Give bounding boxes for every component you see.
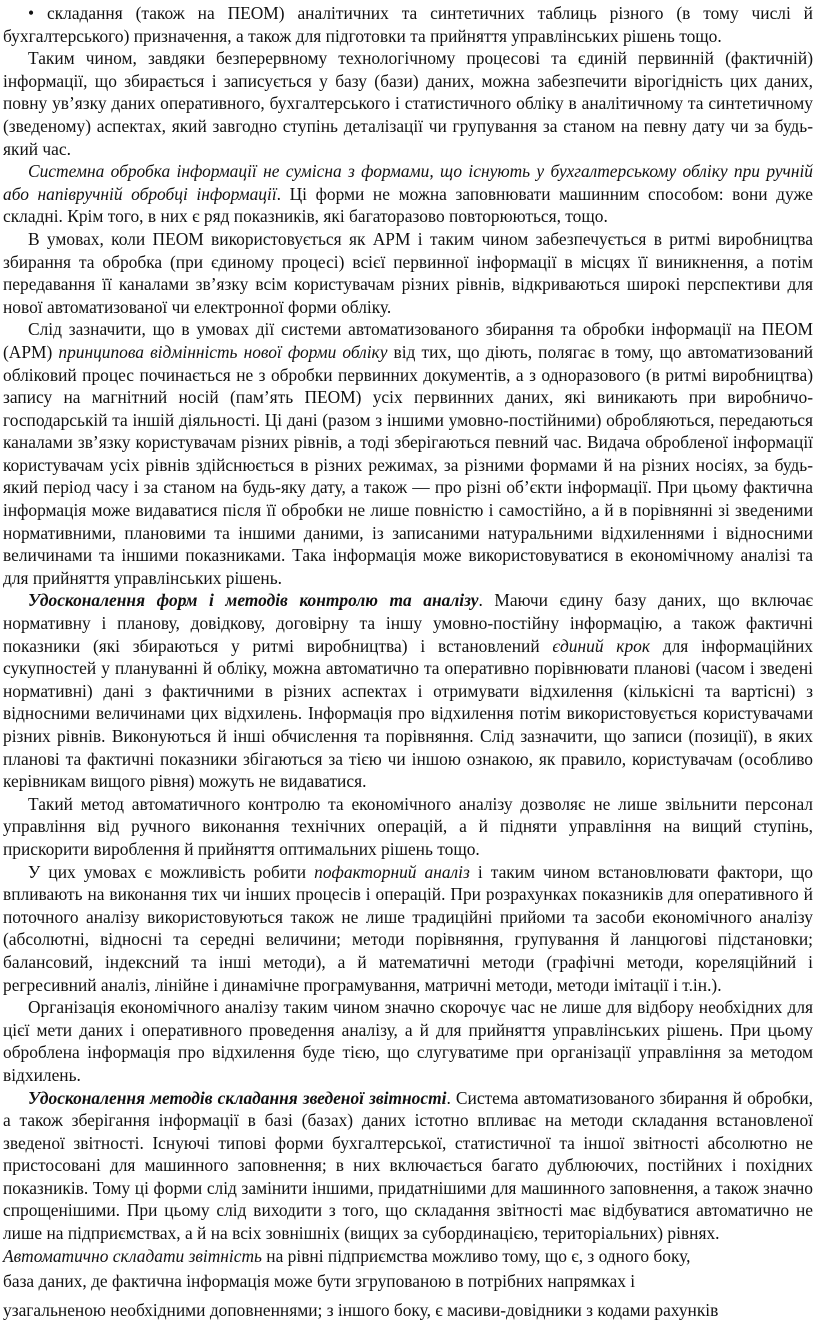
paragraph-10 [3,1245,813,1268]
bullet-item [3,2,813,47]
paragraph-5-after: для інформаційних сукупностей у плануванні й обліку, можна автоматично та оперативно порівнювати планові (часом і зведені нормативні) дані з фактичними в різних аспектах і отримувати відхилення (кількісні та вартісні) з відносними величинами цих відхилень. Інформація про відхилення потім використовується користувачами різних рівнів. Виконуються й інші обчислення та порівняння. Слід зазначити, що записи (позиції), в яких планові та фактичні показники збігаються за тією чи іншою ознакою, як правило, користувачам (особливо керівникам вищого рівня) можуть не видаватися. [3,635,813,792]
paragraph-8: Організація економічного аналізу таким чином значно скорочує час не лише для відбору необхідних для цієї мети даних і оперативного проведення аналізу, а й для прийняття управлінських рішень. При цьому оброблена інформація про відхилення буде тією, що слугуватиме при організації управління за методом відхилень. [3,997,813,1085]
bullet-text: складання (також на ПЕОМ) аналітичних та синтетичних таблиць різного (в тому числі й бухгалтерського) призначення, а також для підготовки та прийняття управлінських рішень тощо. [3,3,813,46]
paragraph-2-rest: . Ці форми не можна заповнювати машинним способом: вони дуже складні. Крім того, в них є ряд показників, які багаторазово повторюються, тощо. [3,183,813,227]
paragraph-4-after: від тих, що діють, полягає в тому, що автоматизований обліковий процес починається не з обробки первинних документів, а з одноразового (в ритмі виробництва) запису на магнітний носій (пам’ять ПЕОМ) усіх первинних даних, які виникають при виробничо-господарській та іншій діяльності. Ці дані (разом з іншими умовно-постійними) обробляються, передаються каналами зв’язку користувачам різних рівнів, а тоді зберігаються певний час. Видача обробленої інформації користувачам усіх рівнів здійснюється в різних режимах, за різними формами й на різних носіях, за будь-який період часу і за станом на будь-яку дату, а також — про різні об’єкти інформації. При цьому фактична інформація може видаватися після її обробки не лише повністю і самостійно, а й в порівнянні зі зведеними нормативними, плановими та іншими даними, із записаними натуральними відхиленнями і відносними величинами та іншими показниками. Така інформація може використовуватися в економічному аналізі та для прийняття управлінських рішень. [3,341,813,588]
paragraph-5 [3,589,813,792]
paragraph-9 [3,1087,813,1245]
bullet-marker: • [28,3,35,23]
paragraph-4-before: Слід зазначити, що в умовах дії системи автоматизованого збирання та обробки інформації на ПЕОМ (АРМ) [3,319,813,362]
paragraph-9-rest: . Система автоматизованого збирання й обробки, а також зберігання інформації в базі (базах) даних істотно впливає на методи складання встановленої зведеної звітності. Існуючі типові форми бухгалтерської, статистичної та іншої звітності абсолютно не пристосовані для машинного заповнення; в них включається багато дублюючих, постійних і похідних показників. Тому ці форми слід замінити іншими, придатнішими для машинного заповнення, а також значно спрощенішими. При цьому слід виходити з того, що складання звітності має відбуватися автоматично не лише на підприємствах, а й на всіх зовнішніх (вищих за субординацією, територіальних) рівнях. [3,1087,813,1244]
paragraph-10-italic: Автоматично складати звітність [3,1245,262,1266]
paragraph-6: Такий метод автоматичного контролю та економічного аналізу дозволяє не лише звільнити персонал управління від ручного виконання технічних операцій, а й підняти управління на вищий ступінь, прискорити вироблення й прийняття оптимальних рішень тощо. [3,793,813,859]
section-heading-reporting: Удосконалення методів складання зведеної звітності [28,1087,447,1108]
paragraph-1: Таким чином, завдяки безперервному технологічному процесові та єдиній первинній (фактичній) інформації, що збирається і записується у базу (бази) даних, можна забезпечити вірогідність цих даних, повну ув’язку даних оперативного, бухгалтерського і статистичного обліку в аналітичному та синтетичному (зведеному) аспектах, який завгодно ступінь деталізації чи групування за станом на певну дату чи за будь-який час. [3,48,813,159]
paragraph-3: В умовах, коли ПЕОМ використовується як АРМ і таким чином забезпечується в ритмі виробництва збирання та обробка (при єдиному процесі) всієї первинної інформації в місцях її виникнення, а потім передавання її каналами зв’язку всім користувачам різних рівнів, відкриваються широкі перспективи для нової автоматизованої чи електронної форми обліку. [3,228,813,317]
paragraph-2 [3,160,813,228]
paragraph-2-italic: Системна обробка інформації не сумісна з формами, що існують у бухгалтерському обліку при ручній або напівручній обробці інформації [3,161,813,204]
tail-line-1: база даних, де фактична інформація може бути згрупованою в потрібних напрямках і [3,1271,636,1292]
paragraph-7-after: і таким чином встановлювати фактори, що впливають на виконання тих чи інших процесів і операцій. При розрахунках показників для оперативного й поточного аналізу використовуються також не лише традиційні прийоми та засоби економічного аналізу (абсолютні, відносні та середні величини; методи порівняння, групування й ланцюгові підстановки; балансовий, індексний та інші методи), а й математичні методи (графічні методи, кореляційний і регресивний аналіз, лінійне і динамічне програмування, матричні методи, методи імітації і т.ін.). [3,861,813,995]
paragraph-4 [3,318,813,589]
paragraph-5-italic: єдиний крок [552,635,650,656]
paragraph-7-before: У цих умовах є можливість робити [28,861,315,882]
section-heading-control-analysis: Удосконалення форм і методів контролю та аналізу [28,590,479,611]
tail-line-2: узагальненою необхідними доповненнями; з іншого боку, є масиви-довідники з кодами рахунків [3,1300,719,1321]
paragraph-7-italic: пофакторний аналіз [314,861,470,882]
paragraph-10-rest: на рівні підприємства можливо тому, що є, з одного боку, [261,1245,691,1266]
paragraph-7 [3,861,813,997]
paragraph-5-before: . Маючи єдину базу даних, що включає нормативну і планову, довідкову, договірну та іншу умовно-постійну інформацію, а також фактичні показники (які збираються у ритмі виробництва) і встановлений [3,590,813,656]
paragraph-4-italic: принципова відмінність нової форми обліку [58,341,388,362]
